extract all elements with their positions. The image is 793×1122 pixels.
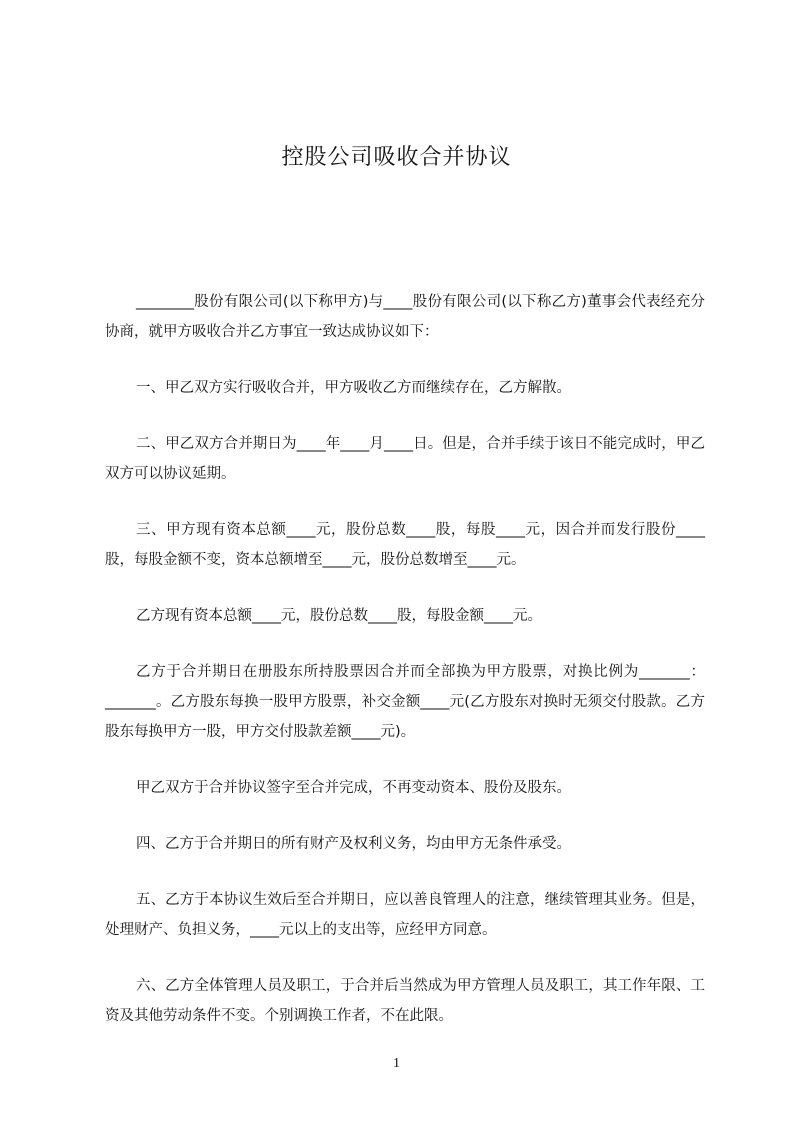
paragraph-gap xyxy=(105,803,705,829)
paragraph-clause-3-b: 乙方现有资本总额____元，股份总数____股，每股金额____元。 xyxy=(136,608,542,624)
paragraph-clause-3-c: 乙方于合并期日在册股东所持股票因合并而全部换为甲方股票，对换比例为_______：_______。乙方股东每换一股甲方股票，补交金额____元(乙方股东对换时无须交付股款。乙方股东每换甲方一股，甲方交付股款差额____元)。 xyxy=(105,664,705,740)
page-number: 1 xyxy=(393,1056,400,1071)
paragraph-clause-3-d: 甲乙双方于合并协议签字至合并完成，不再变动资本、股份及股东。 xyxy=(136,780,571,796)
paragraph-gap xyxy=(105,747,705,773)
paragraph-clause-1: 一、甲乙双方实行吸收合并，甲方吸收乙方而继续存在，乙方解散。 xyxy=(136,380,571,396)
paragraph-gap xyxy=(105,403,705,429)
paragraph-gap xyxy=(105,631,705,657)
paragraph-clause-5: 五、乙方于本协议生效后至合并期日，应以善良管理人的注意，继续管理其业务。但是，处理财产、负担义务，____元以上的支出等，应经甲方同意。 xyxy=(105,892,705,938)
document-title: 控股公司吸收合并协议 xyxy=(281,145,512,170)
paragraph-clause-4: 四、乙方于合并期日的所有财产及权利义务，均由甲方无条件承受。 xyxy=(136,836,571,852)
document-body xyxy=(105,287,705,1031)
paragraph-gap xyxy=(105,575,705,601)
paragraph-gap xyxy=(105,489,705,515)
paragraph-clause-2: 二、甲乙双方合并期日为____年____月____日。但是，合并手续于该日不能完成时，甲乙双方可以协议延期。 xyxy=(105,436,705,482)
paragraph-clause-3: 三、甲方现有资本总额____元，股份总数____股，每股____元，因合并而发行股份____股，每股金额不变，资本总额增至____元，股份总数增至____元。 xyxy=(105,522,705,568)
paragraph-gap xyxy=(105,347,705,373)
paragraph-clause-6: 六、乙方全体管理人员及职工，于合并后当然成为甲方管理人员及职工，其工作年限、工资及其他劳动条件不变。个别调换工作者，不在此限。 xyxy=(105,978,705,1024)
paragraph-intro: ________股份有限公司(以下称甲方)与____股份有限公司(以下称乙方)董事会代表经充分协商，就甲方吸收合并乙方事宜一致达成协议如下： xyxy=(105,294,705,340)
paragraph-gap xyxy=(105,945,705,971)
paragraph-gap xyxy=(105,859,705,885)
